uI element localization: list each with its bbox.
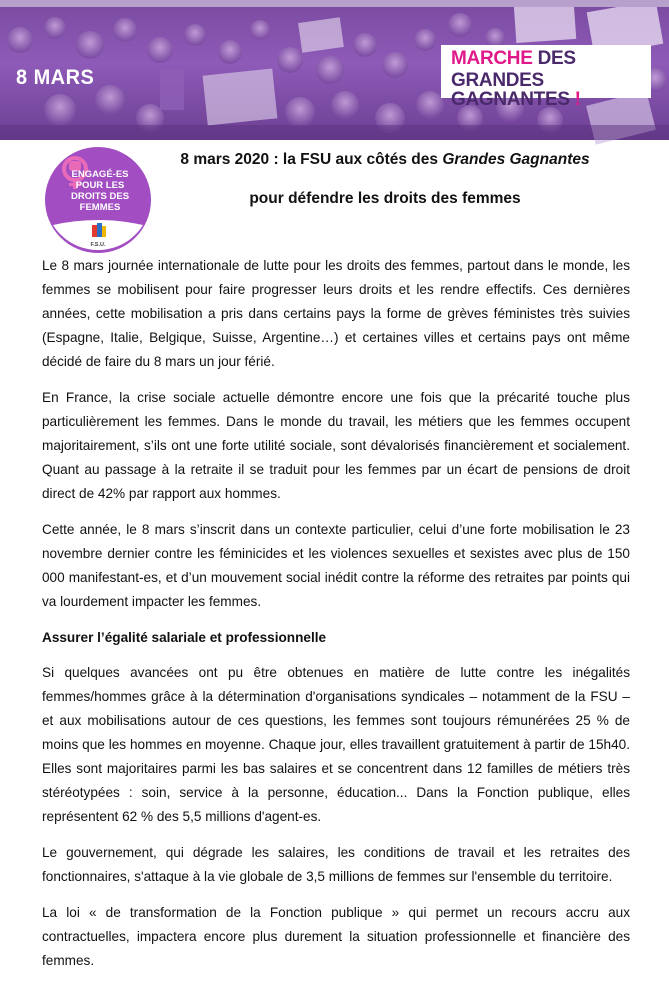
slogan-grandes-gagnantes: GRANDES GAGNANTES xyxy=(451,70,570,110)
slogan-marche: MARCHE xyxy=(451,48,533,69)
logo-org: F.S.U. xyxy=(90,242,106,248)
page-subtitle: pour défendre les droits des femmes xyxy=(249,190,521,207)
paragraph-3: Cette année, le 8 mars s’inscrit dans un contexte particulier, celui d’une forte mobilisation le 23 novembre dernier contre les féminicides et les violences sexuelles et sexistes avec plus de 150 000 manifestant-es, et d’un mouvement social inédit contre la réforme des retraites par points qui va lourdement impacter les femmes. xyxy=(42,522,630,609)
article-body xyxy=(42,254,630,985)
paragraph-1: Le 8 mars journée internationale de lutte pour les droits des femmes, partout dans le monde, les femmes se mobilisent pour faire progresser leurs droits et les rendre effectifs. Ces dernières années, cette mobilisation a pris dans certains pays la forme de grèves féministes très suivies (Espagne, Italie, Belgique, Suisse, Argentine…) et certaines villes et certains pays ont même décidé de faire du 8 mars un jour férié. xyxy=(42,258,630,369)
page-title xyxy=(160,151,610,169)
paragraph-2: En France, la crise sociale actuelle démontre encore une fois que la précarité touche plus particulièrement les femmes. Dans le monde du travail, les métiers que les femmes occupent majoritairement, s’ils ont une forte utilité sociale, sont dévalorisés financièrement et socialement. Quant au passage à la retraite il se traduit pour les femmes par un écart de pensions de droit direct de 42% par rapport aux hommes. xyxy=(42,390,630,501)
paragraph-4: Si quelques avancées ont pu être obtenues en matière de lutte contre les inégalités femmes/hommes grâce à la détermination d'organisations syndicales – notamment de la FSU – et aux mobilisations autour de ces questions, les femmes sont toujours rémunérées 25 % de moins que les hommes en moyenne. Chaque jour, elles travaillent gratuitement à partir de 15h40. Elles sont majoritaires parmi les bas salaires et se concentrent dans 12 familles de métiers très stéréotypées : soin, service à la personne, éducation... Dans la Fonction publique, elles représentent 62 % des 5,5 millions d'agent-es. xyxy=(42,665,630,824)
slogan-exclamation: ! xyxy=(569,89,581,110)
date-label: 8 MARS xyxy=(16,66,95,89)
title-prefix: 8 mars 2020 : la FSU aux côtés des xyxy=(180,151,443,168)
logo-line-3: DROITS DES xyxy=(70,191,130,202)
paragraph-6: La loi « de transformation de la Fonction publique » qui permet un recours accru aux contractuelles, impactera encore plus durement la situation professionnelle et financière des femmes. xyxy=(42,905,630,968)
marche-slogan-box xyxy=(441,45,651,110)
logo-line-1: ENGAGÉ-ES xyxy=(71,169,129,180)
banner-top-strip xyxy=(0,0,669,7)
fsu-engagees-logo xyxy=(45,147,151,253)
slogan-des: DES xyxy=(532,48,576,69)
section-heading: Assurer l’égalité salariale et professionnelle xyxy=(42,630,327,645)
header-banner xyxy=(0,0,669,140)
paragraph-5: Le gouvernement, qui dégrade les salaires, les conditions de travail et les retraites des fonctionnaires, s'attaque à la vie globale de 3,5 millions de femmes sur l'ensemble du territoire. xyxy=(42,845,630,884)
logo-line-2: POUR LES xyxy=(75,180,125,191)
title-italic: Grandes Gagnantes xyxy=(442,151,590,168)
logo-line-4: FEMMES xyxy=(79,202,121,213)
